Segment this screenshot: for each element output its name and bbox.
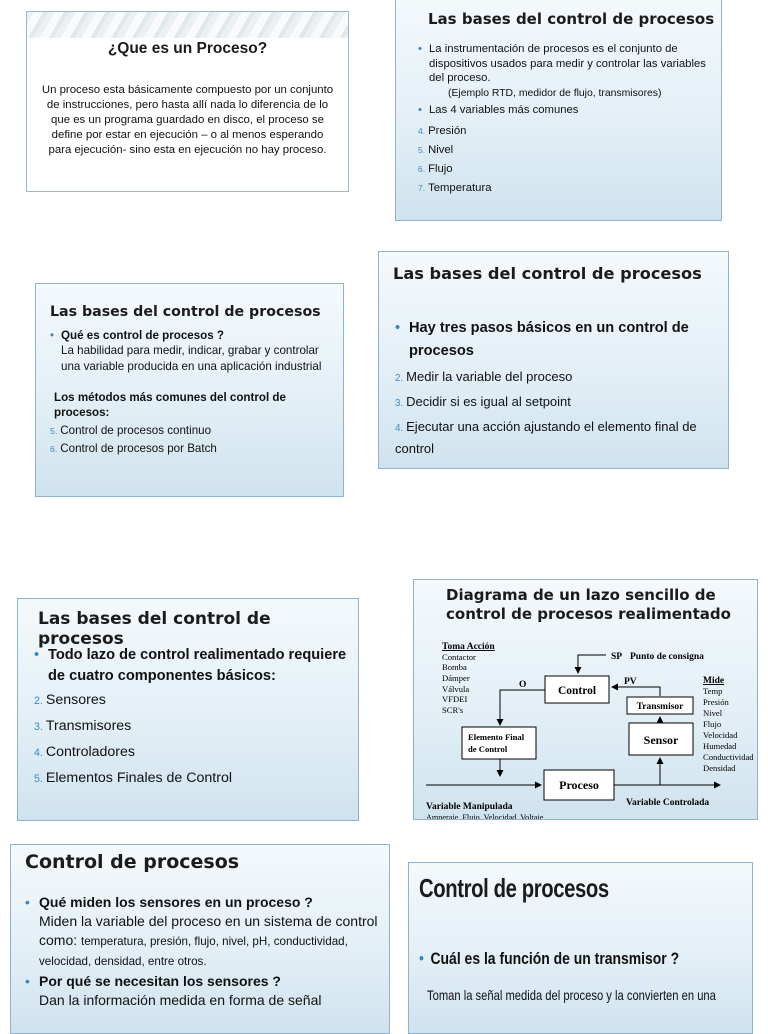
item-text: Flujo [428,162,453,175]
numbered-list [395,365,720,459]
list-item [395,417,720,459]
numbered-list [418,122,711,198]
item-text: Control de procesos por Batch [60,442,217,456]
item-text: Ejecutar una acción ajustando el elemento final de control [395,419,697,456]
item-text: Controladores [45,744,135,760]
slide-title: Control de procesos [419,873,609,903]
list-item [34,766,350,792]
answer-text [25,912,383,971]
list-item [34,714,350,740]
bullet-text: Todo lazo de control realimentado requiere de cuatro componentes básicos: [48,647,347,684]
measure-item: Temp [703,686,723,696]
item-text: Transmisores [45,718,132,734]
slide-que-es-un-proceso [26,11,349,192]
item-text: Medir la variable del proceso [406,369,573,384]
measure-item: Densidad [703,763,736,773]
slide-title: Las bases del control de procesos [38,609,271,649]
actuator-item: SCR's [442,705,464,715]
item-number: 3. [395,398,404,409]
bullet-icon: • [395,320,401,336]
slide-body [25,893,383,1010]
list-item [418,141,711,160]
slide-body [419,949,748,1003]
item-text: Control de procesos continuo [60,424,212,438]
item-text: Nivel [428,143,454,156]
example-note: (Ejemplo RTD, medidor de flujo, transmisores) [448,87,662,99]
elemento-final-label-2: de Control [468,744,508,754]
slide-body [418,42,711,198]
proceso-label: Proceso [559,778,599,792]
bullet-text: La instrumentación de procesos es el conjunto de dispositivos usados para medir y controlar las variables del proceso. [429,43,706,84]
slide-body-text: Un proceso esta básicamente compuesto por un conjunto de instrucciones, pero hasta allí nada lo diferencia de lo que es un programa guardado en disco, el proceso se define por estar en ejecución – o al menos esperando para ejecución- sino esta en ejecución no hay proceso. [41,84,334,156]
item-number: 5. [34,773,43,785]
list-item [34,688,350,714]
output-o-label: O [519,680,527,690]
title-line-1: Diagrama de un lazo sencillo de [446,586,716,604]
numbered-list [50,422,335,458]
bullet-item [418,103,711,118]
numbered-list [34,688,350,792]
bullet-icon: • [418,43,422,55]
bullet-text: Hay tres pasos básicos en un control de procesos [409,320,689,359]
methods-heading: Los métodos más comunes del control de procesos: [54,390,286,420]
measured-variable-list [703,686,754,773]
item-number: 5. [418,144,426,155]
list-item [395,365,720,390]
answer-examples: temperatura, presión, flujo, nivel, pH, conductividad, velocidad, densidad, entre otros. [39,935,348,968]
bullet-question: Qué es control de procesos ? [61,329,224,342]
manipulated-examples: Amperaje, Flujo, Velocidad, Voltaje [426,813,544,821]
bullet-icon: • [418,104,422,116]
bullet-item [25,893,383,912]
mide-label: Mide [703,676,725,686]
variable-manipulada-label: Variable Manipulada [426,802,513,812]
pv-arrow [612,687,660,696]
actuator-list [442,652,476,715]
bullet-icon: • [25,894,30,910]
slide-bases-pasos [378,251,729,469]
decorative-header-graphic [27,12,348,38]
item-number: 6. [50,444,58,455]
toma-accion-label: Toma Acción [442,642,495,652]
answer-main: Miden la variable del proceso en un sistema de control como: [39,913,378,948]
bullet-question: Cuál es la función de un transmisor ? [430,949,680,968]
bullet-icon: • [50,329,55,342]
item-number: 4. [34,747,43,759]
answer-text: Toman la señal medida del proceso y la convierten en una [427,987,716,1003]
item-number: 4. [395,423,404,434]
setpoint-arrow [578,655,606,673]
bullet-icon: • [34,647,40,663]
actuator-item: VFDEI [442,694,468,704]
bullet-question: Qué miden los sensores en un proceso ? [39,894,313,910]
actuator-item: Contactor [442,652,476,662]
slide-body [395,317,720,459]
measure-item: Nivel [703,708,723,718]
bullet-item [50,328,335,343]
list-item [50,440,335,458]
measure-item: Conductividad [703,752,754,762]
item-number: 6. [418,163,426,174]
bullet-item [395,317,720,363]
slide-title: Las bases del control de procesos [393,264,702,283]
slide-title: ¿Que es un Proceso? [107,40,268,57]
sensor-label: Sensor [643,733,679,747]
bullet-item [418,42,711,86]
list-item [395,390,720,415]
bullet-icon: • [25,973,30,989]
bullet-item [34,645,350,687]
pv-label: PV [624,677,637,687]
elemento-final-label-1: Elemento Final [468,732,525,742]
measure-item: Flujo [703,719,722,729]
answer-text: La habilidad para medir, indicar, grabar y controlar una variable producida en una aplicación industrial [61,344,322,373]
item-text: Elementos Finales de Control [45,770,232,786]
control-loop-diagram [414,580,758,820]
item-text: Temperatura [428,181,492,194]
transmisor-label: Transmisor [636,702,684,712]
slide-title: Las bases del control de procesos [428,10,715,28]
measure-item: Presión [703,697,729,707]
answer-text: Dan la información medida en forma de señal [39,992,322,1008]
bullet-item [419,949,689,969]
slide-bases-instrumentacion [395,0,722,221]
item-text: Presión [428,124,467,137]
variable-controlada-label: Variable Controlada [626,798,710,808]
control-output-arrow [500,690,545,725]
bullet-icon: • [419,949,424,968]
bullet-question: Por qué se necesitan los sensores ? [39,973,281,989]
list-item [418,122,711,141]
item-number: 2. [395,373,404,384]
actuator-item: Válvula [442,684,470,694]
list-item [418,179,711,198]
control-label: Control [557,685,597,697]
slide-body [34,645,350,792]
slide-body [50,328,335,458]
slide-diagrama-lazo [413,579,758,820]
sp-label: SP [611,652,623,662]
list-item [418,160,711,179]
item-text: Sensores [45,692,106,708]
list-item [50,422,335,440]
slide-bases-componentes [17,598,359,821]
slide-title: Las bases del control de procesos [50,304,321,320]
item-text: Decidir si es igual al setpoint [406,394,571,409]
bullet-text: Las 4 variables más comunes [429,104,579,116]
item-number: 5. [50,426,58,437]
measure-item: Humedad [703,741,737,751]
slide-control-sensores [10,844,390,1034]
slide-bases-metodos [35,283,344,497]
list-item [34,740,350,766]
item-number: 2. [34,695,43,707]
item-number: 3. [34,721,43,733]
title-line-2: control de procesos realimentado [446,605,731,623]
slide-control-transmisor [408,862,753,1034]
actuator-item: Bomba [442,662,467,672]
measure-item: Velocidad [703,730,738,740]
item-number: 7. [418,182,426,193]
slide-title: Control de procesos [25,851,240,873]
item-number: 4. [418,125,426,136]
bullet-item [25,972,383,991]
setpoint-label: Punto de consigna [630,652,704,662]
actuator-item: Dámper [442,673,470,683]
